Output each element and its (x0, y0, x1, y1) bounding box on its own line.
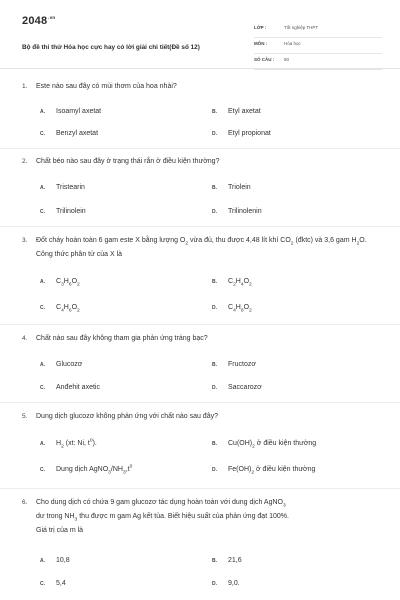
question-stem (22, 155, 382, 169)
option-d[interactable] (212, 304, 252, 314)
option-formula: $C_2H_4O_2$ (228, 278, 252, 288)
option-a[interactable] (40, 108, 101, 115)
option-letter: D. (212, 209, 217, 215)
option-letter: B. (212, 185, 217, 191)
header-divider (0, 68, 400, 69)
option-c[interactable] (40, 208, 86, 215)
option-letter: B. (212, 441, 217, 447)
meta-key: SỐ CÂU : (254, 57, 275, 62)
question-1 (22, 80, 382, 137)
site-logo[interactable] (22, 15, 55, 27)
meta-row-subject (254, 38, 382, 54)
option-letter: A. (40, 185, 45, 191)
option-formula: $Cu(OH)_2$ ở điều kiện thường (228, 440, 317, 450)
option-text: Trilinolenin (228, 208, 262, 215)
option-c[interactable] (40, 464, 133, 476)
logo-text: 2048 (22, 15, 48, 27)
option-letter: C. (40, 131, 45, 137)
option-b[interactable] (212, 278, 252, 288)
question-divider (0, 402, 400, 403)
option-letter: D. (212, 385, 217, 391)
option-letter: D. (212, 581, 217, 587)
option-d[interactable] (212, 580, 240, 587)
option-a[interactable] (40, 278, 80, 288)
option-letter: A. (40, 441, 45, 447)
option-letter: C. (40, 385, 45, 391)
option-a[interactable] (40, 438, 97, 450)
logo-suffix: .vn (48, 15, 56, 21)
option-b[interactable] (212, 108, 261, 115)
question-text: Cho dung dịch có chứa 9 gam glucozơ tác dụng hoàn toàn với dung dịch AgNO$_3$ dư trong $NH_3$ thu được m gam Ag kết tủa. Biết hiệu suất của phản ứng đạt 100%. Giá trị của m là (36, 499, 289, 534)
option-letter: C. (40, 305, 45, 311)
option-c[interactable] (40, 130, 98, 137)
question-number: 1. (22, 83, 28, 90)
question-2 (22, 155, 382, 215)
option-letter: B. (212, 558, 217, 564)
question-4 (22, 332, 382, 391)
question-stem (22, 332, 382, 346)
option-c[interactable] (40, 304, 80, 314)
option-formula: $Fe(OH)_2$ ở điều kiện thường (228, 466, 316, 476)
option-letter: C. (40, 209, 45, 215)
question-number: 5. (22, 413, 28, 420)
option-letter: D. (212, 131, 217, 137)
option-letter: D. (212, 305, 217, 311)
option-text: Fructozơ (228, 361, 256, 368)
option-a[interactable] (40, 184, 85, 191)
option-text: Benzyl axetat (56, 130, 99, 137)
meta-value: Tốt nghiệp THPT (284, 25, 319, 30)
option-text: Etyl axetat (228, 108, 261, 115)
meta-key: LỚP : (254, 25, 267, 30)
question-text: Đốt cháy hoàn toàn 6 gam este X bằng lượng $O_2$ vừa đủ, thu được 4,48 lít khí $CO_2$ (đktc) và 3,6 gam $H_2O$. Công thức phân tử của X là (36, 237, 367, 258)
question-6 (22, 496, 382, 587)
option-letter: B. (212, 279, 217, 285)
question-number: 6. (22, 499, 28, 506)
option-text: Anđehit axetic (56, 384, 100, 391)
option-b[interactable] (212, 184, 251, 191)
question-divider (0, 148, 400, 149)
option-formula: $C_3H_6O_2$ (56, 278, 80, 288)
question-number: 2. (22, 158, 28, 165)
question-number: 3. (22, 237, 28, 244)
meta-key: MÔN : (254, 41, 268, 46)
question-divider (0, 226, 400, 227)
option-d[interactable] (212, 130, 271, 137)
option-letter: A. (40, 109, 45, 115)
question-5 (22, 410, 382, 476)
exam-meta (254, 22, 382, 70)
option-c[interactable] (40, 384, 100, 391)
option-letter: B. (212, 109, 217, 115)
option-formula: $C_4H_6O_2$ (56, 304, 80, 314)
question-divider (0, 488, 400, 489)
option-text: Trilinolein (56, 208, 86, 215)
option-text: 10,8 (56, 557, 70, 564)
question-divider (0, 324, 400, 325)
meta-value: Hóa học (284, 41, 301, 46)
option-formula: $H_2$ (xt: Ni, $t^0$). (56, 438, 97, 450)
option-letter: A. (40, 362, 45, 368)
option-formula: $C_4H_8O_2$ (228, 304, 252, 314)
option-text: Isoamyl axetat (56, 108, 102, 115)
option-b[interactable] (212, 440, 317, 450)
question-stem (22, 234, 382, 262)
option-letter: A. (40, 279, 45, 285)
option-text: 9,0. (228, 580, 240, 587)
option-text: Etyl propionat (228, 130, 271, 137)
question-number: 4. (22, 335, 28, 342)
option-c[interactable] (40, 580, 66, 587)
option-b[interactable] (212, 557, 242, 564)
question-text: Chất béo nào sau đây ở trạng thái rắn ở điều kiện thường? (36, 158, 220, 165)
question-text: Chất nào sau đây không tham gia phản ứng tráng bạc? (36, 335, 208, 342)
meta-row-class (254, 22, 382, 38)
option-letter: C. (40, 581, 45, 587)
question-stem (22, 496, 382, 538)
option-formula: Dung dịch $AgNO_3/NH_3,t^0$ (56, 464, 133, 476)
option-letter: B. (212, 362, 217, 368)
question-stem (22, 80, 382, 94)
question-text: Este nào sau đây có mùi thơm của hoa nhài? (36, 83, 177, 90)
question-text: Dung dịch glucozơ không phản ứng với chất nào sau đây? (36, 413, 218, 420)
option-text: 21,6 (228, 557, 242, 564)
option-b[interactable] (212, 361, 256, 368)
option-letter: D. (212, 467, 217, 473)
page-title: Bộ đề thi thử Hóa học cực hay có lời giải chi tiết(Đề số 12) (22, 44, 200, 51)
option-a[interactable] (40, 557, 70, 564)
exam-header (22, 10, 382, 62)
option-d[interactable] (212, 208, 262, 215)
question-3 (22, 234, 382, 314)
question-stem (22, 410, 382, 424)
option-text: Saccarozơ (228, 384, 262, 391)
option-text: Triolein (228, 184, 251, 191)
option-letter: A. (40, 558, 45, 564)
meta-value: 50 (284, 57, 290, 62)
option-d[interactable] (212, 466, 316, 476)
option-a[interactable] (40, 361, 82, 368)
option-text: 5,4 (56, 580, 66, 587)
option-text: Glucozơ (56, 361, 83, 368)
option-text: Tristearin (56, 184, 85, 191)
option-letter: C. (40, 467, 45, 473)
option-d[interactable] (212, 384, 262, 391)
